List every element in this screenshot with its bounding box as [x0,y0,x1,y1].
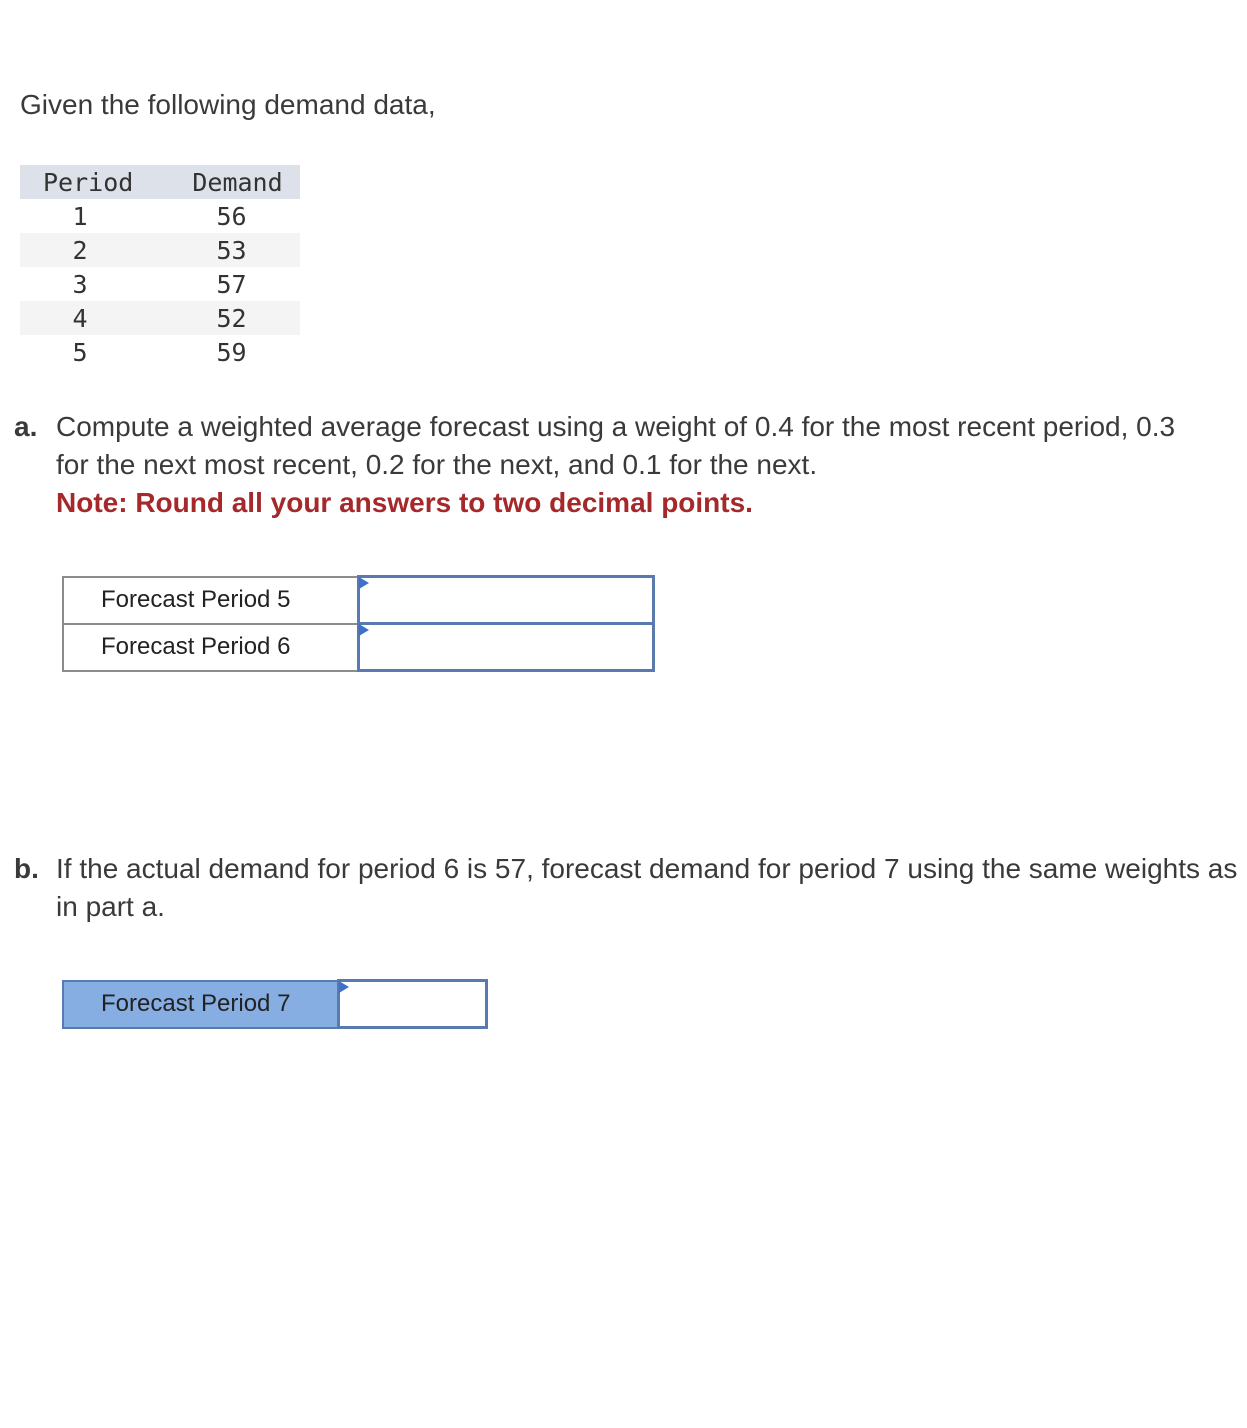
forecast-period-5-cell [359,577,654,624]
answer-row [63,981,487,1028]
question-text-a: Compute a weighted average forecast using a weight of 0.4 for the most recent period, 0.3 for the next most recent, 0.2 for the next, and 0.1 for the next. [56,411,1176,480]
demand-cell: 57 [216,269,247,299]
table-row [20,199,300,233]
flag-marker-icon [359,624,369,636]
demand-cell: 56 [216,201,247,231]
forecast-period-7-cell [339,981,487,1028]
flag-marker-icon [359,577,369,589]
forecast-period-6-cell [359,624,654,671]
table-row [20,301,300,335]
period-cell: 5 [72,337,88,367]
rounding-note: Note: Round all your answers to two decimal points. [56,487,753,518]
answer-table-part-a [62,575,655,672]
forecast-period-5-label: Forecast Period 5 [63,577,359,624]
demand-data-table [20,165,300,369]
demand-cell: 53 [175,233,300,267]
question-part-a [14,408,1194,522]
period-cell: 4 [20,301,175,335]
question-text-b: If the actual demand for period 6 is 57, forecast demand for period 7 using the same weights as in part a. [56,853,1238,922]
answer-row [63,624,654,671]
forecast-period-7-input[interactable] [340,984,485,1024]
question-letter-a: a. [14,411,38,442]
intro-text: Given the following demand data, [20,89,436,120]
period-cell: 1 [72,201,88,231]
answer-row [63,577,654,624]
header-period: Period [20,165,175,199]
forecast-period-6-label: Forecast Period 6 [63,624,359,671]
table-header-row [20,165,300,199]
forecast-period-7-label: Forecast Period 7 [63,981,339,1028]
table-row [20,233,300,267]
table-row [20,267,300,301]
question-letter-b: b. [14,853,39,884]
forecast-period-6-input[interactable] [360,627,652,667]
table-row [20,335,300,369]
flag-marker-icon [339,981,349,993]
demand-cell: 52 [175,301,300,335]
period-cell: 2 [20,233,175,267]
header-demand: Demand [175,165,300,199]
period-cell: 3 [72,269,88,299]
answer-table-part-b [62,979,488,1029]
question-part-b [14,850,1239,926]
forecast-period-5-input[interactable] [360,580,652,620]
demand-cell: 59 [216,337,247,367]
